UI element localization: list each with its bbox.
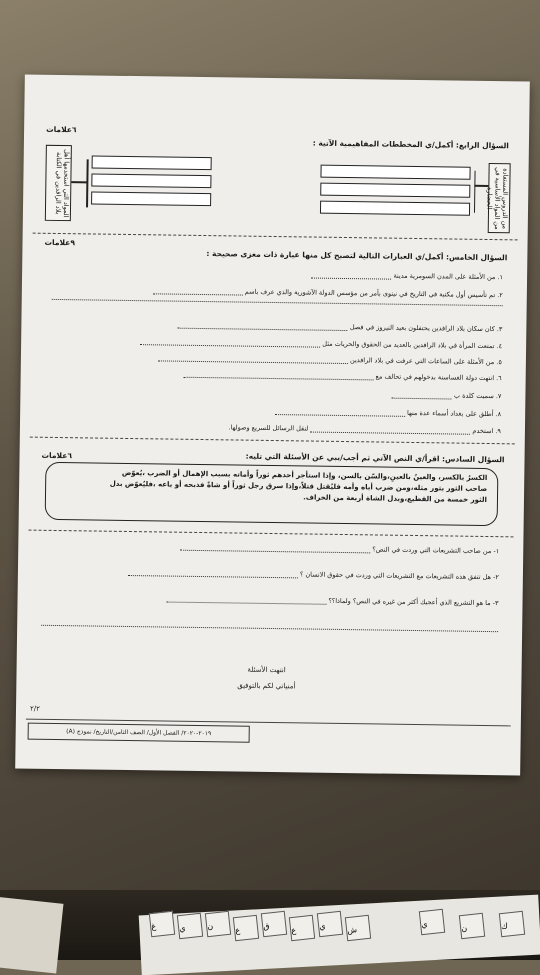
q5-item xyxy=(229,423,501,435)
answer-blank[interactable] xyxy=(166,595,326,604)
q6-quote-line: صاحب الثور بثور مثله،ومن ضرب أباه وأمه فليُقتل قتلاً،وإذا سرق رجل ثوراً أو شاةً فذبحه أو باعه ،فليُعوّض بدل xyxy=(109,479,488,494)
q6-question-text: ٢- هل تتفق هذه التشريعات مع التشريعات التي وردت في حقوق الانسان ؟ xyxy=(299,570,499,582)
q5-item-text: ٢. تم تأسيس أول مكتبة في التاريخ في نينوى بأمر من مؤسس الدولة الآشورية والذي عرف باسم xyxy=(244,287,503,300)
q5-item-text: لنقل الرسائل للسريع وصولها. xyxy=(228,423,309,433)
q4-answer-box[interactable] xyxy=(320,183,470,198)
answer-blank[interactable] xyxy=(310,425,470,434)
answer-line[interactable] xyxy=(52,299,503,306)
answer-blank[interactable] xyxy=(158,354,348,364)
q5-item xyxy=(153,286,503,299)
q6-question xyxy=(166,595,498,608)
q4-answer-box[interactable] xyxy=(320,201,470,216)
connector xyxy=(71,181,87,183)
bottom-cell-text: ي xyxy=(318,921,326,932)
answer-blank[interactable] xyxy=(178,321,348,330)
q5-item xyxy=(158,353,502,366)
bottom-cell-text: ق xyxy=(262,921,270,932)
q4-marks: ٦علامات xyxy=(46,124,77,135)
page-number: ٢/٢ xyxy=(29,704,40,713)
answer-line[interactable] xyxy=(41,625,498,632)
connector xyxy=(473,171,475,213)
bottom-cell-text: ش xyxy=(346,925,358,936)
footer-label-box xyxy=(28,723,250,743)
q4-title: السؤال الرابع: أكمل/ي المخططات المفاهيمية الآتية : xyxy=(312,138,509,151)
q6-quote-line: الثور خمسة من القطيع،وبدل الشاة أربعة من الخراف. xyxy=(303,493,488,505)
q6-question-text: ٣- ما هو التشريع الذي أعجبك أكثر من غيره في النص؟ ولماذا؟؟ xyxy=(328,596,499,608)
q6-question xyxy=(180,543,499,555)
section-divider xyxy=(30,437,515,445)
answer-blank[interactable] xyxy=(180,543,370,553)
q4-answer-box[interactable] xyxy=(92,155,212,170)
q4-left-concept-box xyxy=(45,145,72,221)
q5-item-text: ١. من الأمثلة على المدن السومرية مدينة xyxy=(393,271,504,282)
q5-marks: ٩علامات xyxy=(44,237,75,248)
answer-blank[interactable] xyxy=(275,408,405,417)
connector xyxy=(474,185,488,187)
q5-item-text: ٩. استخدم xyxy=(472,426,501,436)
q6-question-text: ١- من صاحب التشريعات التي وردت في النص؟ xyxy=(372,545,500,556)
answer-blank[interactable] xyxy=(128,568,298,577)
exam-sheet xyxy=(15,75,530,776)
q4-right-concept-box xyxy=(485,163,511,233)
answer-blank[interactable] xyxy=(392,391,452,399)
q4-right-concept-text: من الدروس المستفادة من المواد الأساسية في الحضارة xyxy=(485,166,510,230)
closing-wishes-text: أمنياتي لكم بالتوفيق xyxy=(237,681,296,691)
section-divider xyxy=(29,530,514,538)
q5-item-text: ٧. سميت كلدة ب xyxy=(453,391,502,401)
answer-blank[interactable] xyxy=(311,271,391,279)
bottom-cell-text: ن xyxy=(460,923,468,934)
q6-quote-box xyxy=(45,462,499,526)
q6-quote-line: الكسرُ بالكسر، والعينُ بالعينِ،والسّن بالسن، وإذا استأجر أحدهم ثوراً وأماته بسبب الإهمال أو الضرب ،يُعوّض xyxy=(121,468,488,483)
q4-left-concept-text: المواد التي استخدمها أهل بلاد الرافدين في الكتابة xyxy=(54,148,71,218)
bottom-cell-text: غ xyxy=(150,921,157,932)
section-divider xyxy=(33,233,518,241)
connector xyxy=(86,159,88,207)
background-paper-left xyxy=(0,897,63,974)
q5-item xyxy=(140,337,502,350)
answer-blank[interactable] xyxy=(183,370,373,380)
footer-label: ٢٠١٩-٢٠٢٠/ الفصل الأول/ الصف الثامن/التاريخ/ نموذج (A) xyxy=(66,728,212,738)
bottom-cell-text: ي xyxy=(420,919,428,930)
bottom-cell-text: ي xyxy=(178,923,186,934)
q6-title: السؤال السادس: اقرأ/ي النص الآتي ثم أجب/يبي عن الأسئلة التي تليه: xyxy=(245,451,505,465)
q4-answer-box[interactable] xyxy=(91,191,211,206)
q5-item xyxy=(392,391,502,401)
bottom-cell-text: ع xyxy=(290,925,297,936)
q5-item-text: ٥. من الأمثلة على الساعات التي عرفت في بلاد الرافدين xyxy=(349,356,502,367)
q5-item xyxy=(183,370,501,382)
q5-item xyxy=(311,271,503,282)
q5-item-text: ٣. كان سكان بلاد الرافدين يحتفلون بعيد النيروز في فصل xyxy=(349,323,503,334)
q5-item-text: ٨. أطلق على بغداد أسماء عدة منها xyxy=(406,408,502,419)
q5-item-text: ٤. تمتعت المرأة في بلاد الرافدين بالعديد من الحقوق والحريات مثل xyxy=(322,339,503,351)
q6-marks: ٦علامات xyxy=(41,450,73,461)
bottom-cell-text: ع xyxy=(234,925,241,936)
q5-item-text: ٦. انتهت دولة الغساسنة بدخولهم في تحالف مع xyxy=(375,372,502,383)
bottom-cell-text: ك xyxy=(500,921,509,932)
q5-title: السؤال الخامس: أكمل/ي العبارات التالية لتصبح كل منها عبارة ذات مغزى صحيحة : xyxy=(206,249,508,263)
q4-answer-box[interactable] xyxy=(320,165,470,180)
q5-item xyxy=(178,321,503,334)
answer-blank[interactable] xyxy=(140,338,320,348)
q6-question xyxy=(128,568,499,581)
q4-answer-box[interactable] xyxy=(91,173,211,188)
closing-end-text: انتهت الأسئلة xyxy=(247,665,286,675)
q5-item xyxy=(275,407,501,418)
bottom-cell-text: ن xyxy=(206,921,214,932)
answer-blank[interactable] xyxy=(153,287,243,295)
